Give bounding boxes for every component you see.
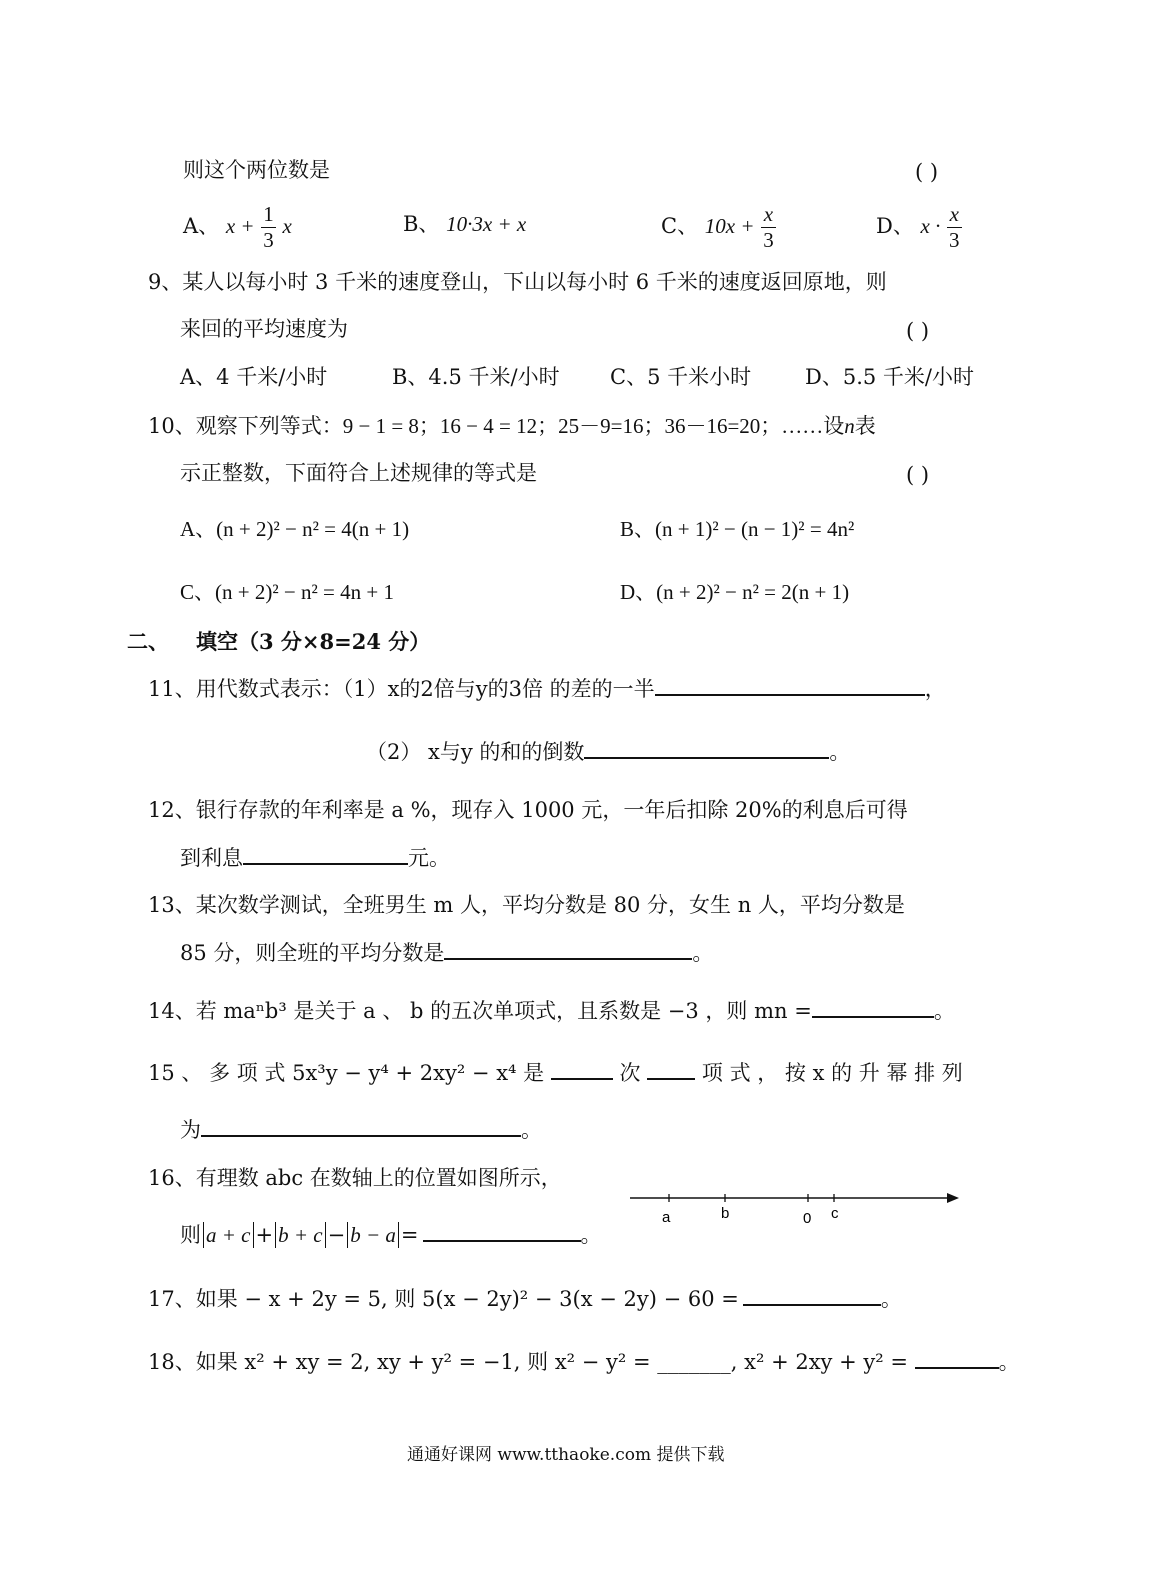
q12-blank[interactable] (243, 862, 408, 865)
label-a: a (662, 1209, 671, 1226)
q11-blank1[interactable] (655, 693, 925, 696)
q13-line2: 85 分，则全班的平均分数是 。 (180, 941, 714, 965)
q13-line1: 13、某次数学测试，全班男生 m 人，平均分数是 80 分，女生 n 人，平均分数是 (148, 893, 905, 917)
q15-line1: 15 、 多 项 式 5x³y − y⁴ + 2xy² − x⁴ 是 次 项 式 ， 按 x 的 升 幂 排 列 (148, 1061, 963, 1085)
q9-option-d: D、5.5 千米/小时 (805, 365, 974, 389)
q9-option-a: A、4 千米/小时 (180, 365, 328, 389)
q10-line2: 示正整数，下面符合上述规律的等式是 (180, 461, 537, 485)
q10-option-d: D、(n + 2)² − n² = 2(n + 1) (620, 580, 850, 604)
section2-title: 填空（3 分×8=24 分） (196, 629, 431, 654)
section2-number: 二、 (127, 629, 169, 654)
q14-blank[interactable] (812, 1015, 934, 1018)
q13-blank[interactable] (444, 957, 692, 960)
q15-blank-order[interactable] (201, 1134, 521, 1137)
number-line-arrow-icon (947, 1193, 959, 1203)
q17-line: 17、如果 − x + 2y = 5, 则 5(x − 2y)² − 3(x − 2y) − 60 = 。 (148, 1287, 902, 1311)
q10-answer-paren: ( ) (906, 463, 930, 487)
q16-blank[interactable] (423, 1239, 581, 1242)
q10-option-c: C、(n + 2)² − n² = 4n + 1 (180, 580, 394, 604)
q9-option-b: B、4.5 千米/小时 (392, 365, 560, 389)
number-line-figure (625, 1185, 970, 1230)
q8-option-d: D、 x · $\frac{x}{3}$ (876, 202, 960, 252)
q8-option-c: C、 10x + $\frac{x}{3}$ (661, 202, 774, 252)
q8-option-a: A、 x + $\frac{1}{3}$ x (183, 202, 292, 252)
q11-blank2[interactable] (584, 756, 829, 759)
q9-line1: 9、某人以每小时 3 千米的速度登山，下山以每小时 6 千米的速度返回原地，则 (148, 270, 887, 294)
q9-answer-paren: ( ) (906, 319, 930, 343)
q15-blank-terms[interactable] (647, 1077, 695, 1080)
label-0: 0 (803, 1210, 812, 1227)
q8-option-b: B、 10·3x + x (403, 212, 527, 236)
q14-line: 14、若 maⁿb³ 是关于 a 、 b 的五次单项式，且系数是 −3 ，则 mn = 。 (148, 999, 955, 1023)
q8-answer-paren: ( ) (915, 160, 939, 184)
q12-line1: 12、银行存款的年利率是 a %，现存入 1000 元，一年后扣除 20%的利息后可得 (148, 798, 908, 822)
q11-line2: （2） x与y 的和的倒数 。 (366, 740, 851, 764)
q17-blank[interactable] (743, 1303, 881, 1306)
q18-blank1[interactable]: _______ (657, 1350, 731, 1374)
q9-option-c: C、5 千米小时 (610, 365, 752, 389)
q9-line2: 来回的平均速度为 (180, 317, 348, 341)
q18-line: 18、如果 x² + xy = 2, xy + y² = −1, 则 x² − y² = _______, x² + 2xy + y² = 。 (148, 1350, 1020, 1374)
q16-line2: 则 a + c + b + c − b − a = 。 (180, 1223, 602, 1247)
q12-line2: 到利息 元。 (180, 846, 450, 870)
q10-option-a: A、(n + 2)² − n² = 4(n + 1) (180, 517, 410, 541)
page-footer: 通通好课网 www.tthaoke.com 提供下载 (407, 1445, 725, 1465)
q18-blank2[interactable] (915, 1366, 999, 1369)
q8-stem-tail: 则这个两位数是 (183, 158, 330, 182)
q15-blank-degree[interactable] (551, 1077, 613, 1080)
q10-option-b: B、(n + 1)² − (n − 1)² = 4n² (620, 517, 855, 541)
label-b: b (721, 1205, 730, 1222)
q10-line1: 10、观察下列等式：9 − 1 = 8；16 − 4 = 12；25－9=16；36－16=20；……设n表 (148, 414, 876, 438)
q16-line1: 16、有理数 abc 在数轴上的位置如图所示， (148, 1166, 562, 1190)
q11-line1: 11、用代数式表示：（1）x的2倍与y的3倍 的差的一半 ， (148, 677, 946, 701)
label-c: c (831, 1205, 839, 1222)
q15-line2: 为 。 (180, 1118, 542, 1142)
